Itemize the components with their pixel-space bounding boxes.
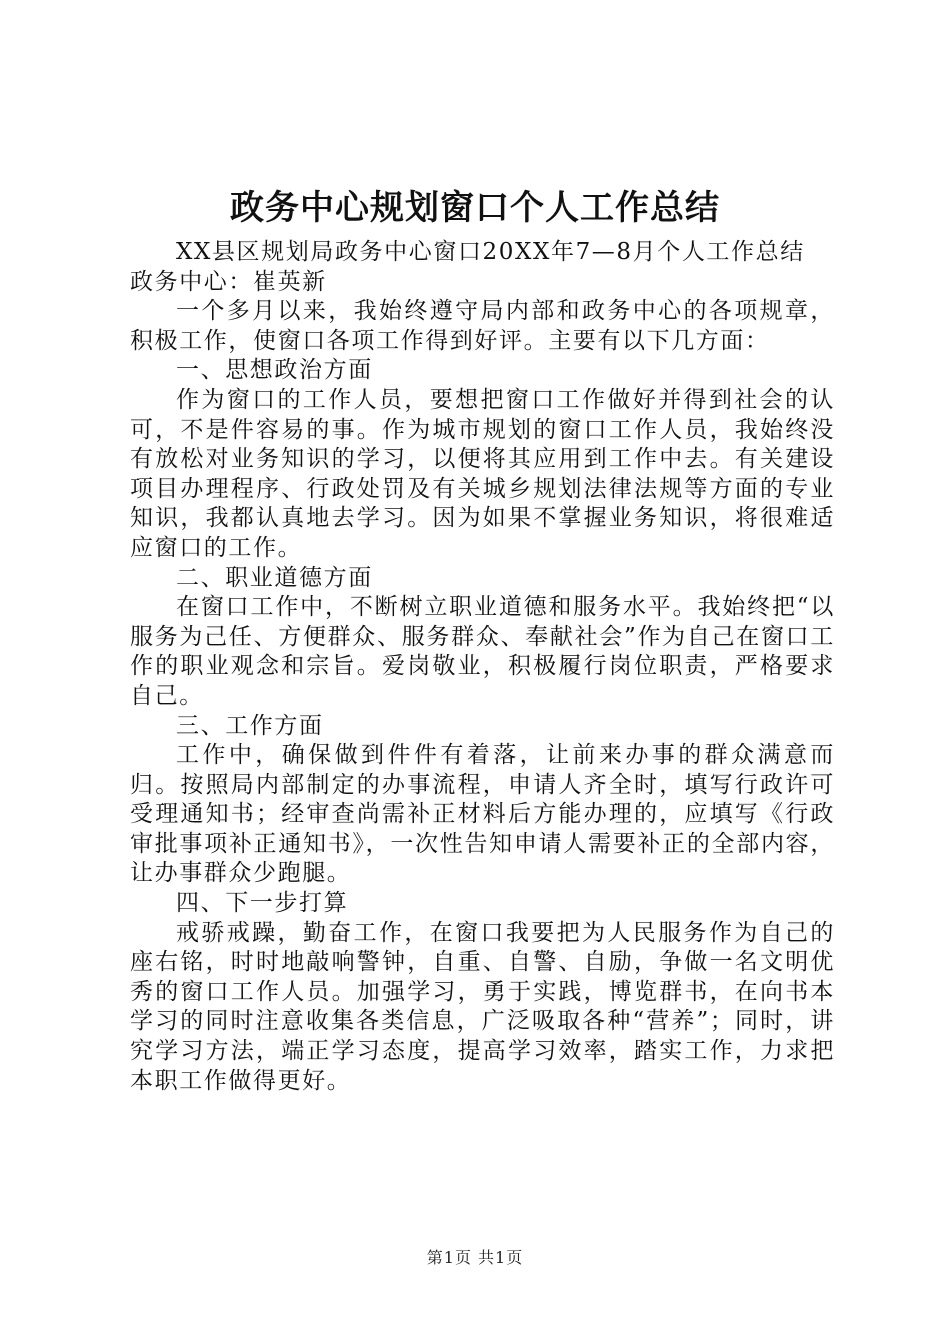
document-body (130, 238, 835, 1096)
section-paragraph-3: 工作中，确保做到件件有着落，让前来办事的群众满意而归。按照局内部制定的办事流程，申请人齐全时，填写行政许可受理通知书；经审查尚需补正材料后方能办理的，应填写《行政审批事项补正通知书》，一次性告知申请人需要补正的全部内容，让办事群众少跑腿。 (130, 742, 835, 887)
section-paragraph-2: 在窗口工作中，不断树立职业道德和服务水平。我始终把“以服务为己任、方便群众、服务群众、奉献社会”作为自己在窗口工作的职业观念和宗旨。爱岗敬业，积极履行岗位职责，严格要求自己。 (130, 594, 835, 709)
author-line: 政务中心：崔英新 (130, 268, 327, 295)
section-paragraph-1: 作为窗口的工作人员，要想把窗口工作做好并得到社会的认可，不是件容易的事。作为城市规划的窗口工作人员，我始终没有放松对业务知识的学习，以便将其应用到工作中去。有关建设项目办理程序、行政处罚及有关城乡规划法律法规等方面的专业知识，我都认真地去学习。因为如果不掌握业务知识，将很难适应窗口的工作。 (130, 386, 835, 561)
section-heading-4: 四、下一步打算 (176, 890, 349, 917)
page-footer: 第1页 共1页 (426, 1248, 524, 1267)
section-paragraph-4: 戒骄戒躁，勤奋工作，在窗口我要把为人民服务作为自己的座右铭，时时地敲响警钟，自重、自警、自励，争做一名文明优秀的窗口工作人员。加强学习，勇于实践，博览群书，在向书本学习的同时注意收集各类信息，广泛吸取各种“营养”；同时，讲究学习方法，端正学习态度，提高学习效率，踏实工作，力求把本职工作做得更好。 (130, 919, 835, 1094)
section-heading-2: 二、职业道德方面 (176, 564, 373, 591)
document-title: 政务中心规划窗口个人工作总结 (230, 188, 720, 228)
intro-paragraph: 一个多月以来，我始终遵守局内部和政务中心的各项规章，积极工作，使窗口各项工作得到好评。主要有以下几方面： (130, 298, 835, 354)
section-heading-1: 一、思想政治方面 (176, 357, 373, 384)
subtitle-line: XX县区规划局政务中心窗口20XX年7—8月个人工作总结 (176, 239, 805, 265)
section-heading-3: 三、工作方面 (176, 712, 324, 739)
